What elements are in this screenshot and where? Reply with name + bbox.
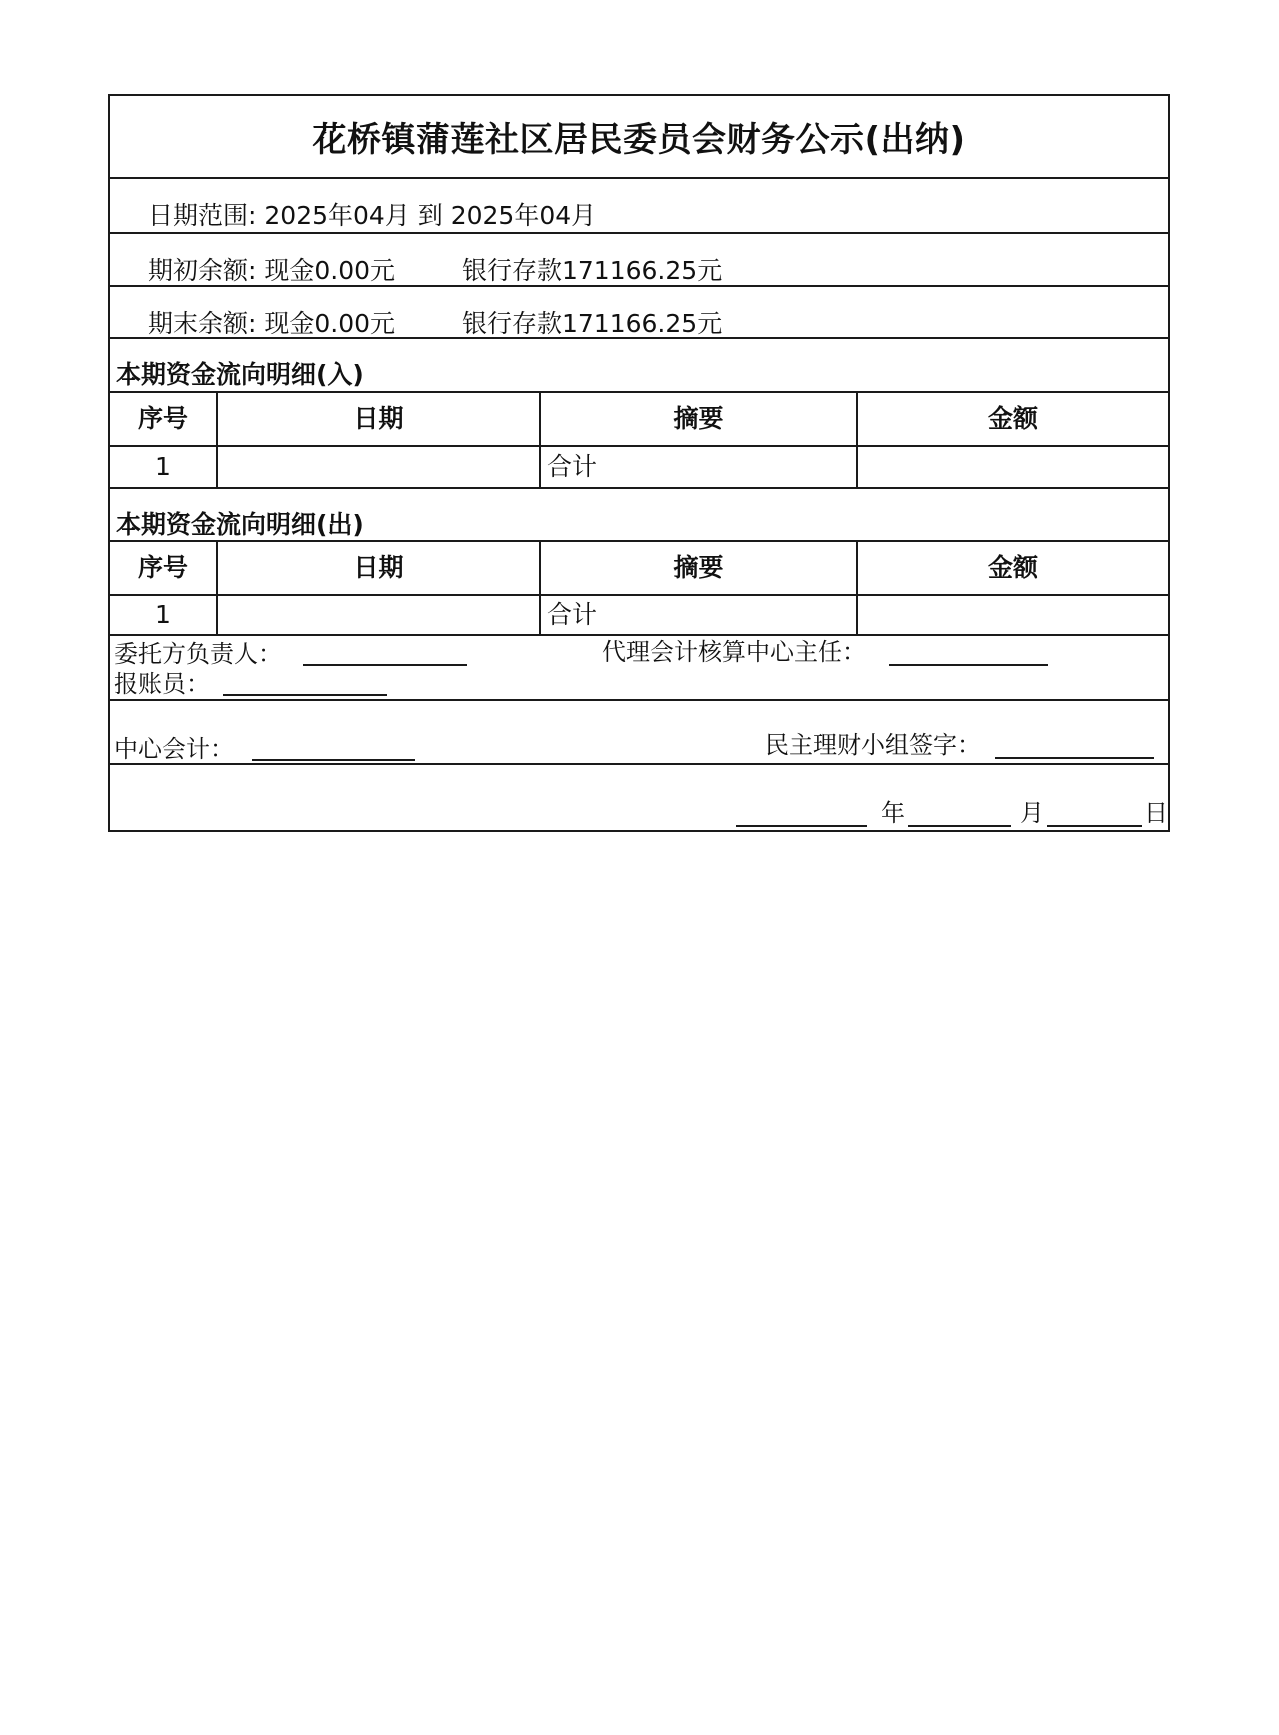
democratic-group-signature-line — [995, 757, 1154, 759]
inflow-row-date — [218, 447, 541, 487]
closing-balance-label: 期末余额: — [148, 309, 257, 338]
inflow-col-amount: 金额 — [987, 404, 1038, 433]
title-row — [110, 96, 1168, 179]
inflow-row-summary: 合计 — [541, 447, 858, 487]
outflow-section-row — [110, 489, 1168, 542]
opening-balance-bank: 银行存款171166.25元 — [462, 256, 723, 285]
day-label: 日 — [1144, 799, 1168, 827]
form-title: 花桥镇蒲莲社区居民委员会财务公示(出纳) — [312, 120, 966, 160]
inflow-col-summary: 摘要 — [541, 393, 858, 445]
inflow-table-header — [110, 393, 1168, 447]
closing-balance-row — [110, 287, 1168, 339]
closing-balance-bank: 银行存款171166.25元 — [462, 309, 723, 338]
year-label: 年 — [881, 799, 905, 827]
opening-balance-cash-text — [148, 256, 395, 286]
bookkeeper-label: 报账员： — [114, 670, 210, 698]
agency-director-label: 代理会计核算中心主任： — [602, 638, 866, 666]
month-line — [908, 825, 1011, 827]
outflow-col-amount: 金额 — [987, 553, 1038, 582]
day-line — [1047, 825, 1142, 827]
outflow-row-index: 1 — [110, 596, 218, 634]
inflow-col-date: 日期 — [218, 393, 541, 445]
outflow-col-date: 日期 — [218, 542, 541, 594]
outflow-section-title: 本期资金流向明细(出) — [116, 510, 364, 539]
democratic-group-label: 民主理财小组签字： — [765, 731, 981, 759]
opening-balance-cash: 现金0.00元 — [264, 256, 396, 285]
date-range-row — [110, 179, 1168, 234]
center-accountant-signature-line — [252, 759, 415, 761]
signature-row-1 — [110, 636, 1168, 701]
inflow-col-index: 序号 — [110, 393, 218, 445]
month-label: 月 — [1020, 799, 1044, 827]
inflow-row-amount — [858, 447, 1168, 487]
inflow-section-row — [110, 339, 1168, 393]
signature-row-2 — [110, 701, 1168, 765]
inflow-section-title: 本期资金流向明细(入) — [116, 360, 364, 389]
date-range-label: 日期范围: — [148, 201, 257, 230]
outflow-row-amount — [858, 596, 1168, 634]
date-range-value: 2025年04月 到 2025年04月 — [264, 201, 597, 230]
outflow-row-summary: 合计 — [541, 596, 858, 634]
opening-balance-label: 期初余额: — [148, 256, 257, 285]
client-head-label: 委托方负责人： — [114, 640, 282, 668]
bookkeeper-signature-line — [223, 694, 387, 696]
outflow-col-index: 序号 — [110, 542, 218, 594]
outflow-col-summary: 摘要 — [541, 542, 858, 594]
finance-disclosure-form — [108, 94, 1170, 832]
closing-balance-cash: 现金0.00元 — [264, 309, 396, 338]
table-row — [110, 596, 1168, 636]
center-accountant-label: 中心会计： — [114, 735, 234, 763]
agency-director-signature-line — [889, 664, 1048, 666]
closing-balance-cash-text — [148, 309, 395, 339]
year-line — [736, 825, 867, 827]
outflow-row-date — [218, 596, 541, 634]
date-signature-row — [110, 765, 1168, 830]
table-row — [110, 447, 1168, 489]
client-head-signature-line — [303, 664, 467, 666]
opening-balance-row — [110, 234, 1168, 287]
inflow-row-index: 1 — [110, 447, 218, 487]
date-range-text — [148, 201, 596, 231]
outflow-table-header — [110, 542, 1168, 596]
